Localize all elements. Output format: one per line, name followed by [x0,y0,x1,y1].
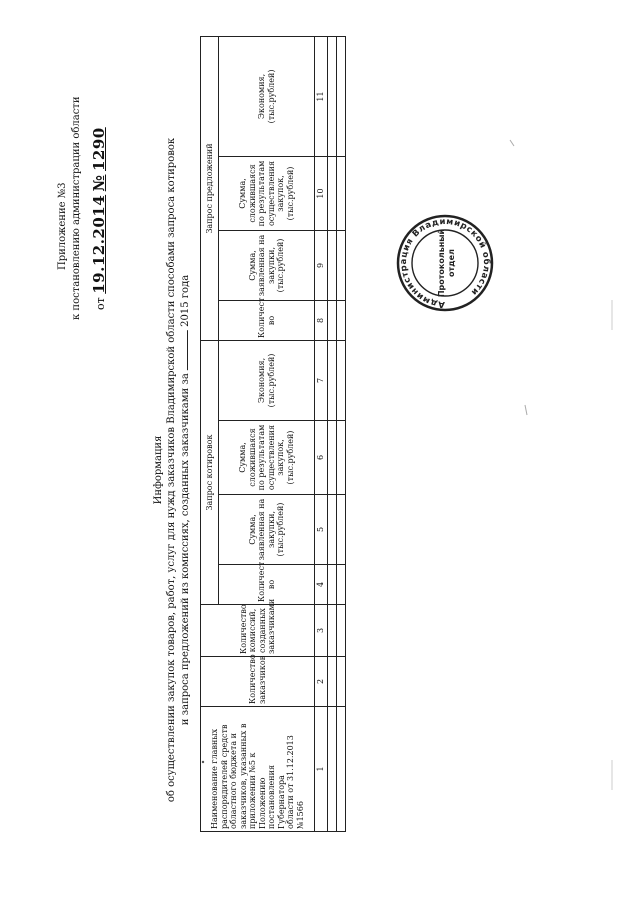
col2-header: Количество заказчиков [201,657,315,707]
group-header-proposals: Запрос предложений [201,36,219,340]
title-year: 2015 года [180,274,191,327]
proposals-sum-result-header: Сумма, сложившаяся по результатам осуществления закупок, (тыс.рублей) [219,156,315,230]
group-header-quotes: Запрос котировок [201,340,219,604]
title-line1: Информация [153,435,164,505]
proposals-sum-applied-header: Сумма, заявленная на закупки, (тыс.рублей) [219,230,315,300]
col-number: 8 [315,300,328,340]
col-number: 4 [315,565,328,605]
quotes-quantity-header: Количест во [219,565,315,605]
col3-header: Количество комиссий, созданных заказчиками [201,605,315,657]
date-value: 19.12.2014 [90,194,108,294]
quotes-economy-header: Экономия, (тыс.рублей) [219,340,315,420]
appendix-to-label: к постановлению администрации области [71,96,82,320]
stamp-ring-text: Администрация Владимирской области [398,216,492,310]
date-prefix: от [94,297,107,310]
title-line3-text: и запроса предложений из комиссиях, созданных заказчиками за [180,373,191,726]
col-number: 1 [315,707,328,832]
proposals-quantity-header: Количест во [219,300,315,340]
stamp-center-line2: отдел [447,249,456,277]
number-prefix: № [90,174,108,192]
quotes-sum-applied-header: Сумма, заявленная на закупки, (тыс.рублей) [219,495,315,565]
stamp-center-line1: Протокольный [437,228,446,298]
col-number: 7 [315,340,328,420]
col-number: 11 [315,36,328,156]
title-line2: об осуществлении закупок товаров, работ, услуг для нужд заказчиков Владимирской области способами запроса котировок [166,137,177,803]
col-number: 10 [315,156,328,230]
col-number: 9 [315,230,328,300]
proposals-economy-header: Экономия, (тыс.рублей) [219,36,315,156]
appendix-label: Приложение №3 [57,182,68,270]
number-value: 1290 [90,127,108,172]
quotes-sum-result-header: Сумма, сложившаяся по результатам осуществления закупок, (тыс.рублей) [219,421,315,495]
col-number: 3 [315,605,328,657]
col-number: 5 [315,495,328,565]
col-number: 6 [315,421,328,495]
col1-header: Наименование главных распорядителей средств областного бюджета и заказчиков, указанных в приложении №5 к Положению постановления Губернатора области от 31.12.2013 №1566 [201,707,315,832]
col-number: 2 [315,657,328,707]
